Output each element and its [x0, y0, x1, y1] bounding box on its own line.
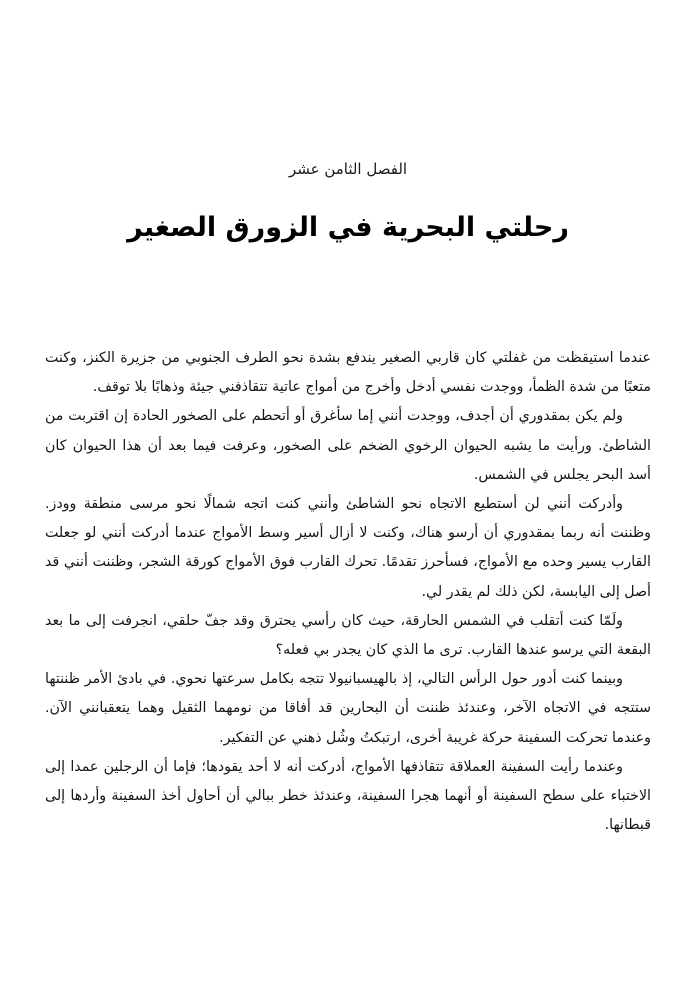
paragraph: عندما استيقظت من غفلتي كان قاربي الصغير يندفع بشدة نحو الطرف الجنوبي من جزيرة الكنز، وكنت متعبًا من شدة الظمأ، ووجدت نفسي أدخل وأخرج من أمواج عاتية تتقاذفني جيئة وذهابًا بلا توقف.	[45, 350, 651, 396]
paragraph: ولَمّا كنت أتقلب في الشمس الحارقة، حيث كان رأسي يحترق وقد جفّ حلقي، انجرفت إلى ما بعد البقعة التي يرسو عندها القارب. ترى ما الذي كان يجدر بي فعله؟	[45, 612, 651, 659]
paragraph: وأدركت أنني لن أستطيع الاتجاه نحو الشاطئ وأنني كنت اتجه شمالًا نحو مرسى منطقة وودز. وظننت أنه ربما بمقدوري أن أرسو هناك، وكنت لا أزال أسير وسط الأمواج عندما أدركت أنني لو جعلت القارب يسير وحده مع الأمواج، فسأحرز تقدمًا. تحرك القارب فوق الأمواج كورقة الشجر، وظننت أنني قد أصل إلى اليابسة، لكن ذلك لم يقدر لي.	[45, 496, 651, 600]
paragraph: ولم يكن بمقدوري أن أجدف، ووجدت أنني إما سأغرق أو أتحطم على الصخور الحادة إن اقتربت من الشاطئ. ورأيت ما يشبه الحيوان الرخوي الضخم على الصخور، وعرفت فيما بعد أن هذا الحيوان كان أسد البحر يجلس في الشمس.	[45, 408, 651, 483]
chapter-body	[45, 344, 651, 840]
paragraph: وعندما رأيت السفينة العملاقة تتقاذفها الأمواج، أدركت أنه لا أحد يقودها؛ فإما أن الرجلين عمدا إلى الاختباء على سطح السفينة أو أنهما هجرا السفينة، وعندئذ خطر ببالي أن أحاول أخذ السفينة وأردها إلى قبطانها.	[45, 758, 651, 834]
chapter-title: رحلتي البحرية في الزورق الصغير	[127, 212, 569, 243]
chapter-label: الفصل الثامن عشر	[288, 160, 408, 178]
paragraph: وبينما كنت أدور حول الرأس التالي، إذ بالهيسبانيولا تتجه بكامل سرعتها نحوي. في بادئ الأمر ظننتها ستتجه في الاتجاه الآخر، وعندئذ ظننت أن البحارين قد أفاقا من نومهما الثقيل وهما يتعقبانني الآن. وعندما تحركت السفينة حركة غريبة أخرى، ارتبكتُ وشُل ذهني عن التفكير.	[45, 671, 651, 746]
